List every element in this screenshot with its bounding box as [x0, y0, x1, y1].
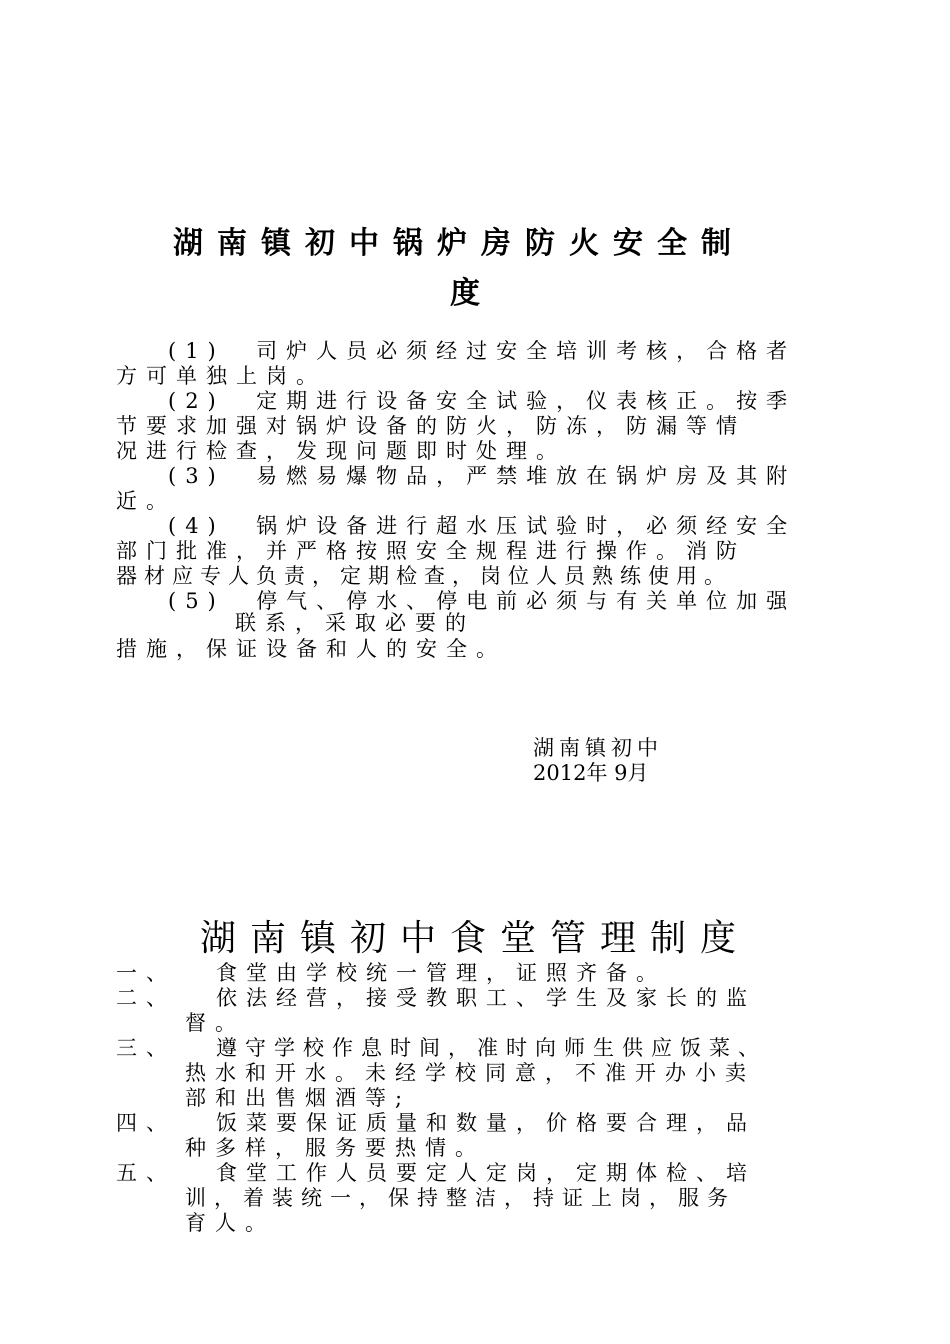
safety-title-line2: 度 — [450, 276, 494, 311]
item-number: 一、 — [116, 961, 176, 985]
item-number: 二、 — [116, 986, 176, 1010]
rule-line: 节要求加强对锅炉设备的防火，防冻，防漏等情 — [116, 414, 746, 438]
rule-line: 器材应专人负责，定期检查，岗位人员熟练使用。 — [116, 564, 732, 588]
item-text: 督。 — [185, 1011, 245, 1035]
item-text: 食堂由学校统一管理，证照齐备。 — [216, 961, 666, 985]
item-text: 育人。 — [185, 1211, 275, 1235]
canteen-title: 湖南镇初中食堂管理制度 — [200, 918, 751, 959]
item-text: 种多样，服务要热情。 — [185, 1136, 485, 1160]
item-text: 热水和开水。未经学校同意，不准开办小卖 — [185, 1061, 755, 1085]
rule-line: 方可单独上岗。 — [116, 364, 326, 388]
item-number: 三、 — [116, 1036, 176, 1060]
rule-line: (3) 易燃易爆物品，严禁堆放在锅炉房及其附 — [168, 464, 797, 488]
rule-line: 措施，保证设备和人的安全。 — [116, 637, 506, 661]
item-text: 依法经营，接受教职工、学生及家长的监 — [216, 986, 756, 1010]
rule-line: 部门批准，并严格按照安全规程进行操作。消防 — [116, 539, 746, 563]
item-number: 五、 — [116, 1161, 176, 1185]
rule-line: 况进行检查，发现问题即时处理。 — [116, 439, 566, 463]
rule-line: 近。 — [116, 489, 176, 513]
item-text: 部和出售烟酒等; — [185, 1086, 412, 1110]
safety-title-line1: 湖南镇初中锅炉房防火安全制 — [173, 226, 745, 261]
item-text: 食堂工作人员要定人定岗，定期体检、培 — [216, 1161, 756, 1185]
rule-line: (5) 停气、停水、停电前必须与有关单位加强 — [168, 589, 797, 613]
rule-line: (2) 定期进行设备安全试验，仪表核正。按季 — [168, 389, 797, 413]
item-text: 遵守学校作息时间，准时向师生供应饭菜、 — [216, 1036, 767, 1060]
item-text: 训，着装统一，保持整洁，持证上岗，服务 — [185, 1186, 736, 1210]
item-text: 饭菜要保证质量和数量，价格要合理，品 — [216, 1111, 756, 1135]
rule-line: 联系，采取必要的 — [235, 611, 475, 635]
item-number: 四、 — [116, 1111, 176, 1135]
date: 2012年 9月 — [533, 761, 649, 785]
signature: 湖南镇初中 — [533, 736, 663, 760]
rule-line: (1) 司炉人员必须经过安全培训考核，合格者 — [168, 339, 797, 363]
rule-line: (4) 锅炉设备进行超水压试验时，必须经安全 — [168, 514, 797, 538]
